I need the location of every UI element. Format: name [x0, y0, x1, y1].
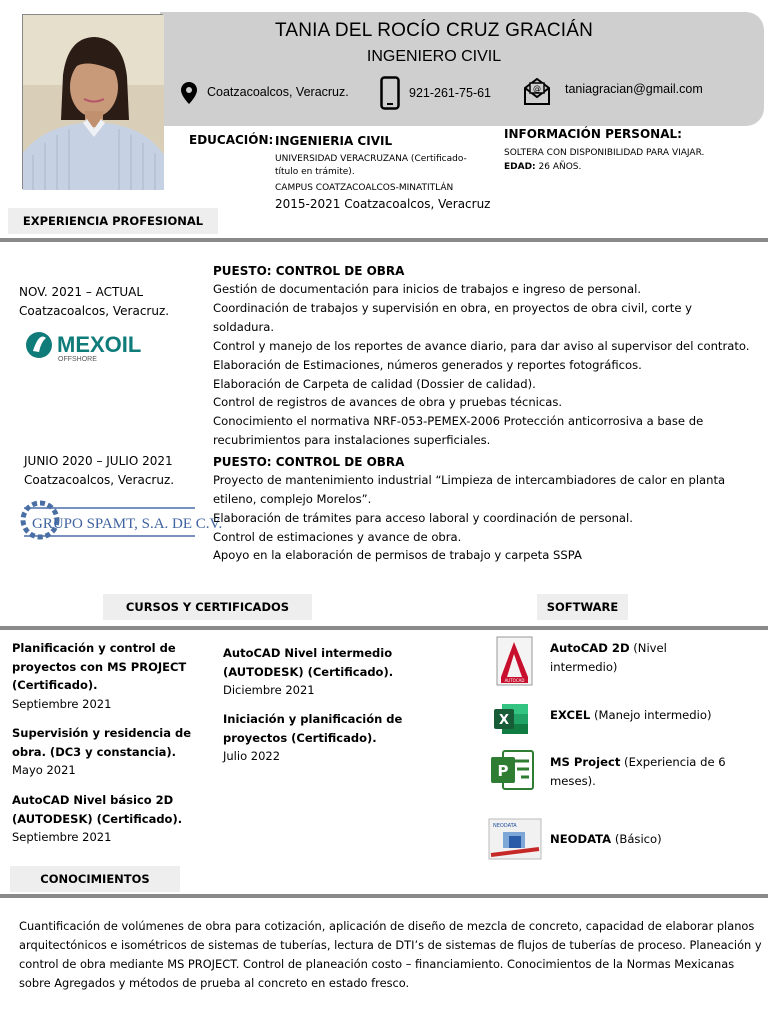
education-dates: 2015-2021 Coatzacoalcos, Veracruz: [275, 197, 491, 211]
software-level: meses).: [550, 773, 596, 788]
experience-section-title: EXPERIENCIA PROFESIONAL: [8, 208, 218, 234]
profile-photo: [22, 14, 163, 189]
software-name: EXCEL: [550, 708, 591, 722]
neodata-icon: [489, 819, 541, 863]
software-level: (Nivel: [629, 641, 667, 655]
job-duty-line: Coordinación de trabajos y supervisión en obra, en proyectos de obra civil, corte y: [213, 301, 693, 315]
location-pin-icon: [181, 82, 197, 108]
software-level: intermedio): [550, 659, 618, 674]
education-university: UNIVERSIDAD VERACRUZANA (Certificado-: [275, 154, 467, 164]
phone-text: 921-261-75-61: [409, 86, 492, 100]
ms-project-icon: [491, 749, 535, 795]
course-date: Mayo 2021: [12, 763, 76, 777]
education-university-2: título en trámite).: [275, 167, 355, 177]
portrait-image: [23, 15, 164, 190]
job-duty-line: Elaboración de Estimaciones, números generados y reportes fotográficos.: [213, 358, 642, 372]
job-duty-line: etileno, complejo Morelos”.: [213, 492, 372, 506]
mexoil-logo: [24, 328, 154, 368]
course-title: AutoCAD Nivel intermedio: [223, 646, 393, 660]
course-item: [223, 710, 423, 766]
personal-info-status: SOLTERA CON DISPONIBILIDAD PARA VIAJAR.: [504, 148, 705, 158]
candidate-profession: INGENIERO CIVIL: [366, 48, 502, 65]
job-place: Coatzacoalcos, Veracruz.: [24, 473, 175, 487]
section-divider: [0, 626, 768, 630]
course-item: [223, 644, 423, 700]
course-date: Julio 2022: [223, 749, 281, 763]
age-label: EDAD:: [504, 162, 536, 172]
education-degree: INGENIERIA CIVIL: [275, 134, 393, 148]
knowledge-text-line: control de obra mediante MS PROJECT. Control de planeación costo – financiamiento. Conocimientos de la Normas Mexicanas: [19, 957, 735, 971]
job-period: NOV. 2021 – ACTUAL: [19, 285, 144, 299]
job-duty-line: Control de estimaciones y avance de obra.: [213, 530, 462, 544]
job-duty-line: Proyecto de mantenimiento industrial “Limpieza de intercambiadores de calor en planta: [213, 473, 726, 487]
svg-text:@: @: [533, 84, 541, 93]
software-level: (Manejo intermedio): [590, 708, 712, 722]
personal-info-title: INFORMACIÓN PERSONAL:: [504, 127, 682, 141]
job-duty-line: Elaboración de trámites para acceso laboral y coordinación de personal.: [213, 511, 633, 525]
course-title: Supervisión y residencia de: [12, 726, 192, 740]
course-title: proyectos (Certificado).: [223, 730, 377, 745]
neodata-icon-text: NEODATA: [493, 823, 517, 829]
courses-section-title: CURSOS Y CERTIFICADOS: [103, 594, 312, 620]
course-item: [12, 791, 212, 847]
software-ms-project: [550, 753, 750, 790]
course-title: (Certificado).: [12, 678, 98, 692]
job-duty-line: Elaboración de Carpeta de calidad (Dossier de calidad).: [213, 377, 536, 391]
software-level: (Experiencia de 6: [620, 755, 726, 769]
autocad-icon-text: AUTOCAD: [504, 678, 525, 683]
job-place: Coatzacoalcos, Veracruz.: [19, 304, 170, 318]
course-date: Diciembre 2021: [223, 683, 315, 697]
job-position: PUESTO: CONTROL DE OBRA: [213, 455, 405, 469]
section-divider: [0, 238, 768, 242]
personal-info-age: [504, 161, 581, 174]
phone-icon: [380, 76, 400, 114]
job-duty-line: recubrimientos para instalaciones superficiales.: [213, 433, 491, 447]
excel-icon: [494, 702, 530, 740]
software-name: AutoCAD 2D: [550, 641, 630, 655]
location-text: Coatzacoalcos, Veracruz.: [207, 85, 349, 99]
job-period: JUNIO 2020 – JULIO 2021: [24, 454, 173, 468]
excel-icon-text: X: [498, 713, 510, 728]
software-neodata: [550, 830, 750, 849]
course-title: (AUTODESK) (Certificado).: [223, 664, 394, 679]
job-duty-line: Control de registros de avances de obra y pruebas técnicas.: [213, 395, 563, 409]
knowledge-text-line: Cuantificación de volúmenes de obra para cotización, aplicación de diseño de mezcla de concreto, capacidad de elaborar planos: [19, 919, 755, 933]
job-duty-line: Apoyo en la elaboración de permisos de trabajo y carpeta SSPA: [213, 548, 582, 562]
course-date: Septiembre 2021: [12, 696, 112, 711]
job-duty-line: Conocimiento el normativa NRF-053-PEMEX-2006 Protección anticorrosiva a base de: [213, 414, 704, 428]
job-duty-line: soldadura.: [213, 320, 275, 334]
knowledge-text-line: arquitectónicos e isométricos de sistemas de tuberías, lectura de DTI’s de sistemas de flujos de tuberías de proceso. Planeación y: [19, 938, 762, 952]
course-title: Planificación y control de: [12, 641, 176, 655]
course-title: (AUTODESK) (Certificado).: [12, 811, 183, 826]
mexoil-logo-subtext: OFFSHORE: [58, 356, 97, 363]
mexoil-logo-text: MEXOIL: [57, 332, 142, 357]
email-icon: [523, 76, 551, 110]
course-title: Iniciación y planificación de: [223, 712, 403, 726]
knowledge-text-line: sobre Agregados y métodos de prueba al concreto en estado fresco.: [19, 976, 410, 990]
course-date: Septiembre 2021: [12, 830, 112, 844]
course-title: proyectos con MS PROJECT: [12, 659, 187, 674]
job-duty-line: Gestión de documentación para inicios de trabajos e ingreso de personal.: [213, 282, 642, 296]
education-label: EDUCACIÓN:: [189, 133, 274, 147]
job-duty-line: Control y manejo de los reportes de avance diario, para dar aviso al supervisor del contrato.: [213, 339, 750, 353]
age-value: 26 AÑOS.: [535, 162, 582, 172]
autocad-icon: [497, 637, 532, 689]
education-campus: CAMPUS COATZACOALCOS-MINATITLÁN: [275, 183, 454, 193]
software-name: MS Project: [550, 755, 621, 769]
candidate-name: TANIA DEL ROCÍO CRUZ GRACIÁN: [274, 20, 594, 41]
email-text: taniagracian@gmail.com: [565, 82, 703, 96]
software-name: NEODATA: [550, 832, 612, 846]
software-level: (Básico): [611, 832, 662, 846]
section-divider: [0, 894, 768, 898]
ms-project-icon-text: P: [497, 762, 509, 780]
software-autocad: [550, 639, 690, 676]
software-excel: [550, 706, 750, 725]
course-title: AutoCAD Nivel básico 2D: [12, 793, 174, 807]
course-title: obra. (DC3 y constancia).: [12, 744, 177, 759]
grupo-spamt-logo-text: GRUPO SPAMT, S.A. DE C.V.: [32, 516, 223, 532]
grupo-spamt-logo: [20, 490, 223, 552]
software-section-title: SOFTWARE: [537, 594, 628, 620]
knowledge-section-title: CONOCIMIENTOS: [10, 866, 180, 892]
course-item: [12, 639, 212, 713]
course-item: [12, 724, 212, 780]
job-position: PUESTO: CONTROL DE OBRA: [213, 264, 405, 278]
